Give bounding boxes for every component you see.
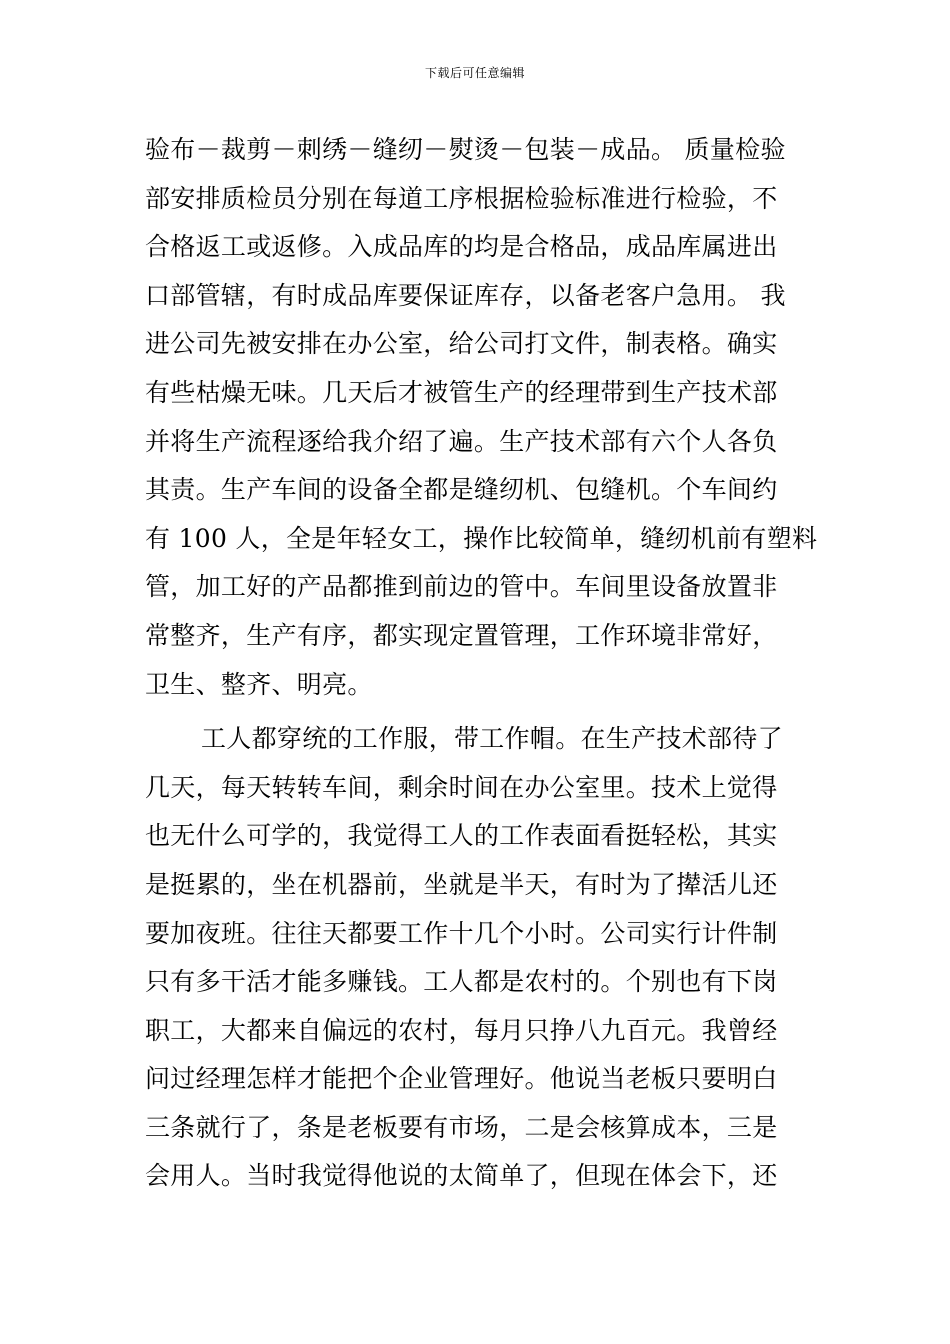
text-line: 工人都穿统的工作服，带工作帽。在生产技术部待了 [201,724,783,754]
text-line: 合格返工或返修。入成品库的均是合格品，成品库属进出 [145,232,778,262]
text-line: 并将生产流程逐给我介绍了遍。生产技术部有六个人各负 [145,426,778,456]
text-line: 其责。生产车间的设备全都是缝纫机、包缝机。个车间约 [145,475,778,505]
document-body [145,126,818,1201]
text-line: 也无什么可学的，我觉得工人的工作表面看挺轻松，其实 [145,821,778,851]
text-line: 是挺累的，坐在机器前，坐就是半天，有时为了撵活儿还 [145,869,778,899]
paragraph-1 [145,126,818,709]
text-line: 有 100 人，全是年轻女工，操作比较简单，缝纫机前有塑料 [145,523,818,553]
text-line: 有些枯燥无味。几天后才被管生产的经理带到生产技术部 [145,377,778,407]
text-line: 三条就行了，条是老板要有市场，二是会核算成本，三是 [145,1112,778,1142]
text-line: 管，加工好的产品都推到前边的管中。车间里设备放置非 [145,572,778,602]
text-line: 会用人。当时我觉得他说的太简单了，但现在体会下，还 [145,1161,778,1191]
text-line: 问过经理怎样才能把个企业管理好。他说当老板只要明白 [145,1064,778,1094]
text-line: 职工，大都来自偏远的农村，每月只挣八九百元。我曾经 [145,1015,778,1045]
text-line: 常整齐，生产有序，都实现定置管理，工作环境非常好， [145,620,778,650]
text-line: 验布－裁剪－刺绣－缝纫－熨烫－包装－成品。 质量检验 [145,135,786,164]
text-line: 要加夜班。往往天都要工作十几个小时。公司实行计件制 [145,918,778,948]
text-line: 口部管辖，有时成品库要保证库存，以备老客户急用。 我 [145,280,786,310]
paragraph-2 [145,715,810,1201]
text-line: 几天，每天转转车间，剩余时间在办公室里。技术上觉得 [145,772,778,802]
text-line: 部安排质检员分别在每道工序根据检验标准进行检验，不 [145,183,778,213]
page-header: 下载后可任意编辑 [424,66,525,80]
text-line: 卫生、整齐、明亮。 [145,669,373,699]
text-line: 只有多干活才能多赚钱。工人都是农村的。个别也有下岗 [145,967,778,997]
text-line: 进公司先被安排在办公室，给公司打文件，制表格。确实 [145,329,778,359]
